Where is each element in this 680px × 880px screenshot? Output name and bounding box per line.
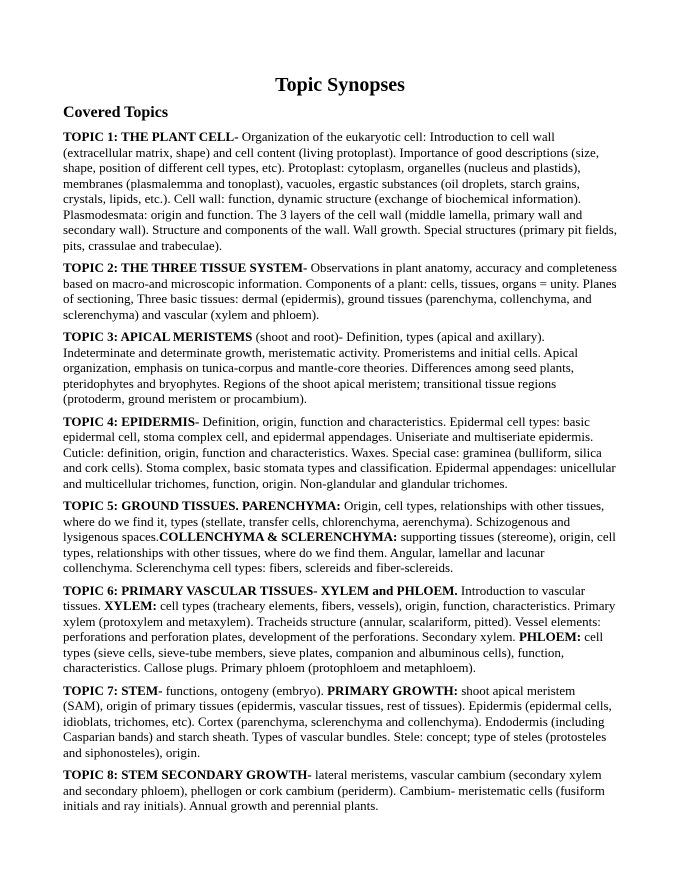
- topic-7-body-2: shoot apical meristem (SAM), origin of primary tissues (epidermis, vascular tissues, rest of tissues). Epidermis (epidermal cells, idioblats, trichomes, etc). Cortex (parenchyma, sclerenchyma and collenchyma). Endodermis (including Casparian bands) and starch sheath. Types of vascular bundles. Stele: concept; type of steles (protosteles and siphonosteles), origin.: [63, 682, 612, 760]
- topic-2-heading: TOPIC 2: THE THREE TISSUE SYSTEM-: [63, 260, 308, 275]
- page-title: Topic Synopses: [275, 74, 405, 96]
- topic-3: [63, 329, 617, 407]
- topic-6: [63, 583, 617, 676]
- topic-3-body: (shoot and root)- Definition, types (apical and axillary). Indeterminate and determinate growth, meristematic activity. Promeristems and initial cells. Apical organization, emphasis on tunica-corpus and mantle-core theories. Differences among seed plants, pteridophytes and bryophytes. Regions of the shoot apical meristem; transitional tissue regions (protoderm, ground meristem or procambium).: [63, 329, 579, 406]
- topic-6-body-3: cell types (sieve cells, sieve-tube members, sieve plates, companion and albuminous cells), function, characteristics. Callose plugs. Primary phloem (protophloem and metaphloem).: [63, 629, 604, 675]
- topic-8: [63, 767, 617, 814]
- topic-2: [63, 260, 617, 322]
- topic-7-body: functions, ontogeny (embryo).: [162, 682, 328, 698]
- topic-5: [63, 498, 617, 576]
- topic-1: [63, 129, 617, 253]
- topic-7-heading: TOPIC 7: STEM-: [63, 682, 163, 698]
- topic-6-body-2: cell types (tracheary elements, fibers, vessels), origin, function, characteristics. Primary xylem (protoxylem and metaxylem). Tracheids structure (annular, scalariform, pitted). Vessel elements: perforations and perforation plates, development of the perforations. Secondary xylem.: [63, 598, 616, 644]
- topic-6-body: Introduction to vascular tissues.: [63, 582, 586, 613]
- topic-6-subheading-phloem: PHLOEM:: [518, 629, 582, 644]
- topic-7-subheading: PRIMARY GROWTH:: [327, 682, 458, 698]
- topic-2-body: Observations in plant anatomy, accuracy and completeness based on macro-and microscopic information. Components of a plant: cells, tissues, organs = unity. Planes of sectioning, Three basic tissues: dermal (epidermis), ground tissues (parenchyma, collenchyma, and sclerenchyma) and vascular (xylem and phloem).: [63, 260, 617, 322]
- topic-6-heading: TOPIC 6: PRIMARY VASCULAR TISSUES- XYLEM and PHLOEM.: [63, 582, 458, 598]
- section-heading: Covered Topics: [63, 104, 169, 121]
- topic-1-body: Organization of the eukaryotic cell: Introduction to cell wall (extracellular matrix, shape) and cell content (living protoplast). Importance of good descriptions (size, shape, position of different cell types, etc). Protoplast: cytoplasm, organelles (nucleus and plastids), membranes (plasmalemma and tonoplast), vacuoles, ergastic substances (oil droplets, starch grains, crystals, lipids, etc.). Cell wall: function, dynamic structure (exchange of biochemical information). Plasmodesmata: origin and function. The 3 layers of the cell wall (middle lamella, primary wall and secondary wall). Structure and components of the wall. Wall growth. Special structures (primary pit fields, pits, crassulae and trabeculae).: [63, 129, 617, 253]
- topic-6-subheading-xylem: XYLEM:: [104, 598, 157, 613]
- topic-8-body: lateral meristems, vascular cambium (secondary xylem and secondary phloem), phellogen or cork cambium (periderm). Cambium- meristematic cells (fusiform initials and ray initials). Annual growth and perennial plants.: [63, 767, 605, 813]
- topic-4: [63, 414, 617, 492]
- topic-1-heading: TOPIC 1: THE PLANT CELL-: [63, 129, 239, 144]
- topic-8-heading: TOPIC 8: STEM SECONDARY GROWTH-: [63, 767, 312, 782]
- topic-5-body-2: supporting tissues (stereome), origin, cell types, relationships with other tissues, where do we find them. Angular, lamellar and lacunar collenchyma. Sclerenchyma cell types: fibers, sclereids and fiber-sclereids.: [63, 529, 616, 575]
- topic-4-heading: TOPIC 4: EPIDERMIS-: [63, 413, 200, 429]
- topic-4-body: Definition, origin, function and characteristics. Epidermal cell types: basic epidermal cell, stoma complex cell, and epidermal appendages. Uniseriate and multiseriate epidermis. Cuticle: definition, origin, function and characteristics. Waxes. Special case: graminea (bulliform, silica and cork cells). Stoma complex, basic stomata types and classification. Epidermal appendages: unicellular and multicellular trichomes, function, origin. Non-glandular and glandular trichomes.: [63, 413, 616, 491]
- topic-5-heading: TOPIC 5: GROUND TISSUES. PARENCHYMA:: [63, 498, 341, 513]
- topic-5-subheading: COLLENCHYMA & SCLERENCHYMA:: [159, 529, 398, 544]
- topic-5-body: Origin, cell types, relationships with other tissues, where do we find it, types (stellate, transfer cells, chlorenchyma, aerenchyma). Schizogenous and lysigenous spaces.: [63, 498, 605, 544]
- topic-7: [63, 683, 617, 761]
- topic-3-heading: TOPIC 3: APICAL MERISTEMS: [63, 329, 253, 344]
